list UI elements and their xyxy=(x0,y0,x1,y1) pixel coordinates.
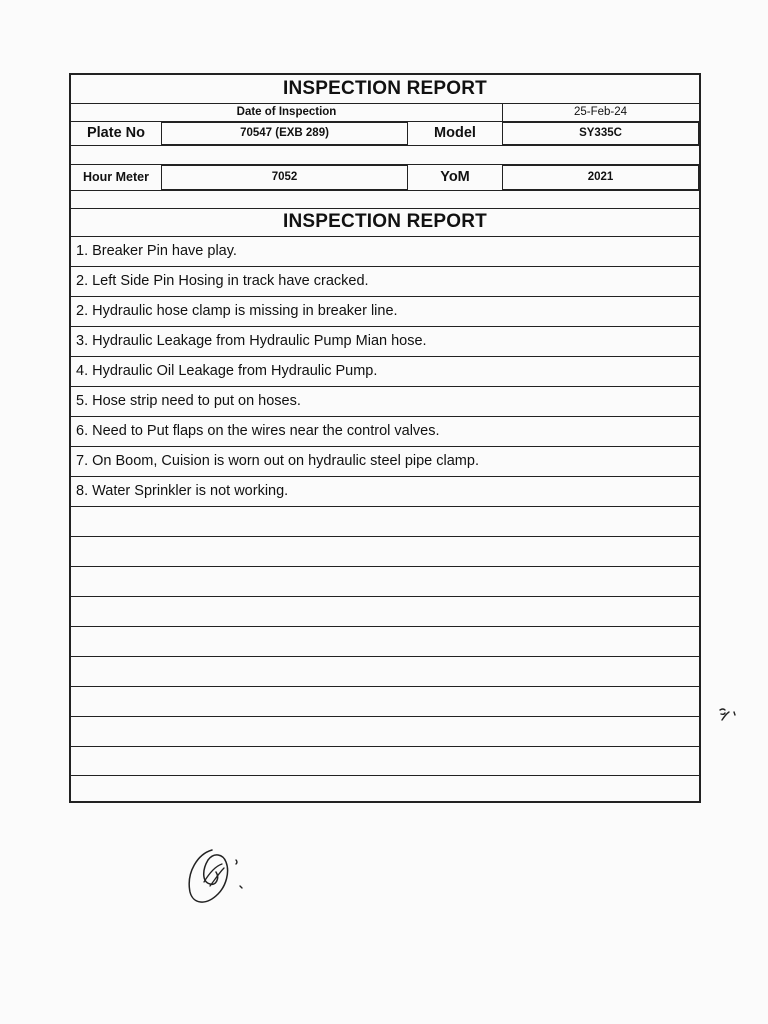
form-title: INSPECTION REPORT xyxy=(283,78,487,99)
model-value: SY335C xyxy=(579,127,622,139)
row-divider xyxy=(71,536,699,537)
divider xyxy=(71,190,699,191)
hour-meter-label: Hour Meter xyxy=(83,170,149,184)
yom-label: YoM xyxy=(440,169,470,185)
row-divider xyxy=(71,775,699,776)
row-divider xyxy=(71,686,699,687)
finding-item: 4. Hydraulic Oil Leakage from Hydraulic Pump. xyxy=(76,363,378,379)
finding-item: 2. Left Side Pin Hosing in track have cracked. xyxy=(76,273,369,289)
finding-item: 6. Need to Put flaps on the wires near the control valves. xyxy=(76,423,440,439)
row-divider xyxy=(71,626,699,627)
yom-value: 2021 xyxy=(587,171,614,183)
row-divider xyxy=(71,656,699,657)
model-label: Model xyxy=(434,125,476,141)
inspection-form xyxy=(69,73,701,803)
finding-item: 5. Hose strip need to put on hoses. xyxy=(76,393,301,409)
finding-item: 3. Hydraulic Leakage from Hydraulic Pump Mian hose. xyxy=(76,333,427,349)
finding-item: 8. Water Sprinkler is not working. xyxy=(76,483,289,499)
row-divider xyxy=(71,596,699,597)
handwritten-mark-icon xyxy=(716,704,740,726)
date-label: Date of Inspection xyxy=(236,106,337,118)
plate-label: Plate No xyxy=(86,125,145,141)
signature-icon xyxy=(180,842,260,912)
row-divider xyxy=(71,566,699,567)
finding-item: 7. On Boom, Cuision is worn out on hydraulic steel pipe clamp. xyxy=(76,453,479,469)
findings-title: INSPECTION REPORT xyxy=(283,211,487,232)
finding-item: 2. Hydraulic hose clamp is missing in breaker line. xyxy=(76,303,398,319)
plate-value: 70547 (EXB 289) xyxy=(240,127,329,139)
row-divider xyxy=(71,746,699,747)
row-divider xyxy=(71,506,699,507)
finding-item: 1. Breaker Pin have play. xyxy=(76,243,237,259)
hour-meter-value: 7052 xyxy=(271,171,298,183)
row-divider xyxy=(71,716,699,717)
divider xyxy=(71,145,699,146)
date-value: 25-Feb-24 xyxy=(573,106,628,118)
